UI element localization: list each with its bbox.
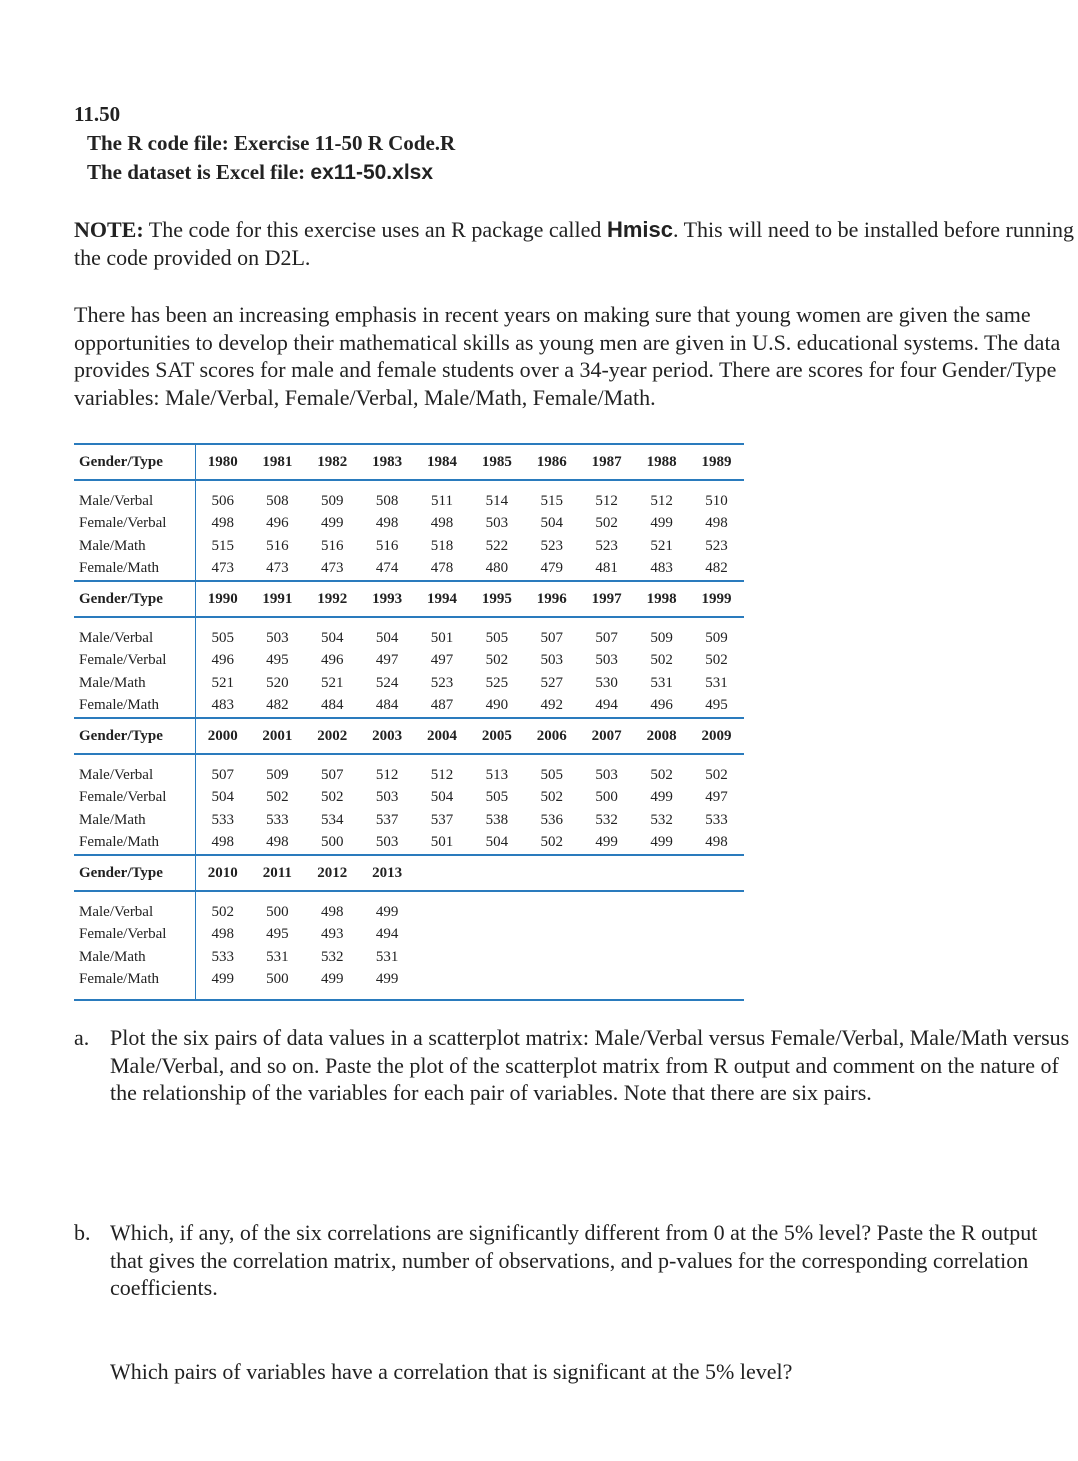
score-cell: 503	[595, 766, 618, 783]
score-cell	[415, 924, 470, 947]
score-cell: 497	[430, 652, 454, 669]
score-cell: 504	[211, 789, 234, 806]
table-row	[74, 627, 744, 650]
score-cell: 531	[375, 948, 399, 965]
score-cell: 499	[211, 971, 234, 988]
year-header: 2001	[250, 718, 305, 754]
score-cell: 502	[650, 766, 673, 783]
score-cell	[579, 901, 634, 924]
year-header: 2009	[689, 718, 744, 754]
row-label: Male/Verbal	[74, 901, 195, 924]
score-cell: 490	[485, 697, 509, 714]
score-cell: 502	[705, 766, 728, 783]
score-cell: 522	[485, 537, 509, 554]
score-cell: 509	[705, 629, 728, 646]
table-row	[74, 695, 744, 719]
score-cell: 516	[375, 537, 399, 554]
score-cell: 498	[211, 515, 234, 532]
question-a-label: a.	[74, 1025, 90, 1050]
score-cell: 512	[430, 766, 454, 783]
question-a-text: Plot the six pairs of data values in a scatterplot matrix: Male/Verbal versus Female/Verbal, Male/Math versus Male/Verbal, and so on. Paste the plot of the scatterplot matrix from R output and comment on the nature of the relationship of the variables for each pair of variables. Note that there are six pairs.	[110, 1025, 1070, 1105]
score-cell: 514	[485, 492, 509, 509]
row-label: Male/Math	[74, 535, 195, 558]
year-header: 2010	[195, 855, 250, 891]
row-label: Female/Math	[74, 695, 195, 719]
score-cell: 505	[485, 789, 509, 806]
year-header: 2000	[195, 718, 250, 754]
score-cell: 521	[211, 674, 234, 691]
score-cell: 494	[375, 926, 399, 943]
row-label: Male/Verbal	[74, 627, 195, 650]
table-row	[74, 672, 744, 695]
score-cell: 495	[705, 697, 728, 714]
score-cell: 505	[485, 629, 509, 646]
table-row	[74, 535, 744, 558]
table-row	[74, 764, 744, 787]
question-b-text: Which, if any, of the six correlations are significantly different from 0 at the 5% level? Paste the R output that gives the correlation matrix, number of observations, and p-values for the corresponding correlation coefficients.	[110, 1220, 1038, 1300]
row-label: Male/Math	[74, 946, 195, 969]
score-cell: 496	[266, 515, 289, 532]
score-cell: 473	[211, 560, 234, 577]
row-label: Female/Verbal	[74, 924, 195, 947]
score-cell	[524, 946, 579, 969]
year-header: 1997	[579, 581, 634, 617]
year-header: 1981	[250, 444, 305, 480]
row-label: Female/Verbal	[74, 650, 195, 673]
spacer-row	[74, 617, 744, 627]
score-cell: 502	[705, 652, 728, 669]
score-cell: 507	[595, 629, 618, 646]
year-header: 2005	[469, 718, 524, 754]
score-cell: 503	[375, 789, 399, 806]
score-cell: 474	[375, 560, 399, 577]
score-cell: 498	[320, 903, 344, 920]
score-cell: 498	[705, 834, 728, 851]
score-cell: 508	[375, 492, 399, 509]
note-text-before: The code for this exercise uses an R package called	[143, 217, 607, 242]
score-cell: 513	[485, 766, 509, 783]
spacer-row	[74, 754, 744, 764]
score-cell: 534	[320, 811, 344, 828]
score-cell: 509	[650, 629, 673, 646]
score-cell: 499	[320, 971, 344, 988]
score-cell: 533	[266, 811, 289, 828]
score-cell: 504	[320, 629, 344, 646]
score-cell: 515	[540, 492, 564, 509]
year-header: 1985	[469, 444, 524, 480]
exercise-number: 11.50	[74, 102, 121, 126]
table-header-row	[74, 581, 744, 617]
score-cell	[469, 901, 524, 924]
row-label: Female/Math	[74, 558, 195, 582]
score-cell	[689, 969, 744, 992]
score-cell: 504	[485, 834, 509, 851]
score-cell: 531	[266, 948, 289, 965]
score-cell: 492	[540, 697, 564, 714]
score-cell: 531	[705, 674, 728, 691]
score-cell	[415, 969, 470, 992]
year-header	[579, 855, 634, 891]
score-cell: 495	[266, 926, 289, 943]
score-cell: 500	[266, 971, 289, 988]
year-header: 1987	[579, 444, 634, 480]
score-cell: 496	[211, 652, 234, 669]
table-row	[74, 901, 744, 924]
dataset-prefix: The dataset is Excel file:	[87, 160, 311, 184]
table-row	[74, 490, 744, 513]
score-cell	[524, 969, 579, 992]
score-cell: 515	[211, 537, 234, 554]
score-cell: 536	[540, 811, 564, 828]
year-header: 1995	[469, 581, 524, 617]
year-header	[469, 855, 524, 891]
score-cell: 480	[485, 560, 509, 577]
note-text-after: . This will need to be installed before running the code provided on D2L.	[74, 217, 1074, 270]
score-cell: 512	[650, 492, 673, 509]
score-cell: 504	[430, 789, 454, 806]
score-cell: 487	[430, 697, 454, 714]
row-label: Male/Math	[74, 809, 195, 832]
year-header: 2008	[634, 718, 689, 754]
score-cell: 499	[650, 515, 673, 532]
year-header: 2007	[579, 718, 634, 754]
score-cell: 503	[540, 652, 564, 669]
row-label: Female/Math	[74, 832, 195, 856]
score-cell: 493	[320, 926, 344, 943]
table-row	[74, 809, 744, 832]
score-cell: 530	[595, 674, 618, 691]
sat-scores-table	[74, 443, 744, 1001]
row-label: Male/Verbal	[74, 764, 195, 787]
score-cell: 499	[375, 903, 399, 920]
intro-paragraph: There has been an increasing emphasis in recent years on making sure that young women are given the same opportunities to develop their mathematical skills as young men are given in U.S. educational systems. The data provides SAT scores for male and female students over a 34-year period. There are scores for four Gender/Type variables: Male/Verbal, Female/Verbal, Male/Math, Female/Math.	[74, 302, 1061, 410]
score-cell	[415, 946, 470, 969]
score-cell: 483	[211, 697, 234, 714]
year-header: 1984	[415, 444, 470, 480]
score-cell	[524, 924, 579, 947]
score-cell: 498	[211, 926, 234, 943]
score-cell: 495	[266, 652, 289, 669]
score-cell: 503	[375, 834, 399, 851]
score-cell: 509	[266, 766, 289, 783]
score-cell: 504	[375, 629, 399, 646]
header-label: Gender/Type	[74, 444, 195, 480]
score-cell: 538	[485, 811, 509, 828]
score-cell: 512	[595, 492, 618, 509]
year-header: 1983	[360, 444, 415, 480]
score-cell	[469, 924, 524, 947]
question-b-followup-text: Which pairs of variables have a correlation that is significant at the 5% level?	[110, 1359, 793, 1384]
score-cell: 502	[540, 789, 564, 806]
year-header: 2012	[305, 855, 360, 891]
row-label: Male/Math	[74, 672, 195, 695]
score-cell: 537	[430, 811, 454, 828]
score-cell: 533	[211, 948, 234, 965]
score-cell: 507	[211, 766, 234, 783]
header-label: Gender/Type	[74, 581, 195, 617]
year-header: 1991	[250, 581, 305, 617]
r-code-file-line: The R code file: Exercise 11-50 R Code.R	[87, 131, 456, 155]
score-cell: 503	[266, 629, 289, 646]
score-cell: 483	[650, 560, 673, 577]
score-cell: 507	[320, 766, 344, 783]
score-cell: 523	[595, 537, 618, 554]
year-header: 1980	[195, 444, 250, 480]
score-cell	[689, 924, 744, 947]
score-cell	[689, 901, 744, 924]
spacer-row	[74, 891, 744, 901]
score-cell: 500	[595, 789, 618, 806]
score-cell: 497	[705, 789, 728, 806]
year-header: 1990	[195, 581, 250, 617]
score-cell	[634, 946, 689, 969]
year-header: 1994	[415, 581, 470, 617]
score-cell: 481	[595, 560, 618, 577]
year-header: 1999	[689, 581, 744, 617]
score-cell	[579, 924, 634, 947]
score-cell: 532	[650, 811, 673, 828]
score-cell: 527	[540, 674, 564, 691]
score-cell: 521	[320, 674, 344, 691]
score-cell: 502	[266, 789, 289, 806]
score-cell	[469, 946, 524, 969]
score-cell: 503	[595, 652, 618, 669]
question-b-label: b.	[74, 1220, 91, 1245]
row-label: Female/Math	[74, 969, 195, 992]
year-header	[415, 855, 470, 891]
table-header-row	[74, 718, 744, 754]
score-cell: 508	[266, 492, 289, 509]
table-row	[74, 787, 744, 810]
score-cell: 505	[211, 629, 234, 646]
score-cell: 506	[211, 492, 234, 509]
score-cell: 484	[375, 697, 399, 714]
score-cell: 500	[266, 903, 289, 920]
score-cell	[579, 969, 634, 992]
score-cell: 507	[540, 629, 564, 646]
year-header: 2006	[524, 718, 579, 754]
question-b-followup	[74, 1358, 1074, 1386]
score-cell: 498	[430, 515, 454, 532]
score-cell	[579, 946, 634, 969]
year-header: 1998	[634, 581, 689, 617]
score-cell	[524, 901, 579, 924]
score-cell	[469, 969, 524, 992]
dataset-filename: ex11-50.xlsx	[310, 161, 434, 184]
year-header	[634, 855, 689, 891]
score-cell: 502	[595, 515, 618, 532]
score-cell: 498	[705, 515, 728, 532]
score-cell: 523	[705, 537, 728, 554]
score-cell: 521	[650, 537, 673, 554]
score-cell: 501	[430, 834, 454, 851]
score-cell: 531	[650, 674, 673, 691]
score-cell: 498	[211, 834, 234, 851]
score-cell: 537	[375, 811, 399, 828]
score-cell: 532	[595, 811, 618, 828]
score-cell: 503	[485, 515, 509, 532]
score-cell: 499	[650, 789, 673, 806]
score-cell: 482	[705, 560, 728, 577]
year-header: 1988	[634, 444, 689, 480]
dataset-line	[74, 158, 455, 187]
score-cell: 512	[375, 766, 399, 783]
score-cell: 502	[211, 903, 234, 920]
exercise-header	[74, 100, 455, 187]
row-label: Female/Verbal	[74, 513, 195, 536]
table-row	[74, 513, 744, 536]
score-cell	[415, 901, 470, 924]
header-label: Gender/Type	[74, 718, 195, 754]
score-cell: 502	[650, 652, 673, 669]
score-cell	[634, 901, 689, 924]
row-label: Male/Verbal	[74, 490, 195, 513]
year-header: 2011	[250, 855, 305, 891]
score-cell: 502	[540, 834, 564, 851]
score-cell: 497	[375, 652, 399, 669]
year-header: 2002	[305, 718, 360, 754]
score-cell: 498	[266, 834, 289, 851]
score-cell: 499	[595, 834, 618, 851]
table-row	[74, 969, 744, 992]
score-cell	[634, 969, 689, 992]
year-header: 1986	[524, 444, 579, 480]
year-header: 1992	[305, 581, 360, 617]
score-cell: 532	[320, 948, 344, 965]
score-cell: 499	[320, 515, 344, 532]
score-cell: 502	[485, 652, 509, 669]
question-b	[74, 1219, 1074, 1302]
score-cell: 501	[430, 629, 454, 646]
score-cell: 533	[705, 811, 728, 828]
score-cell: 473	[266, 560, 289, 577]
score-cell	[634, 924, 689, 947]
table-row	[74, 832, 744, 856]
score-cell: 516	[266, 537, 289, 554]
table-row	[74, 924, 744, 947]
score-cell: 533	[211, 811, 234, 828]
note-paragraph	[74, 216, 1074, 271]
score-cell: 523	[430, 674, 454, 691]
score-cell: 518	[430, 537, 454, 554]
year-header: 1989	[689, 444, 744, 480]
score-cell: 511	[431, 492, 453, 509]
table-row	[74, 558, 744, 582]
score-cell: 494	[595, 697, 618, 714]
header-label: Gender/Type	[74, 855, 195, 891]
score-cell: 502	[320, 789, 344, 806]
score-cell: 504	[540, 515, 564, 532]
score-cell: 479	[540, 560, 564, 577]
year-header	[689, 855, 744, 891]
table-row	[74, 650, 744, 673]
score-cell: 510	[705, 492, 728, 509]
score-cell: 505	[540, 766, 564, 783]
score-cell: 509	[320, 492, 344, 509]
score-cell: 523	[540, 537, 564, 554]
question-a	[74, 1024, 1074, 1107]
score-cell: 520	[266, 674, 289, 691]
score-cell: 516	[320, 537, 344, 554]
score-cell: 478	[430, 560, 454, 577]
score-cell: 499	[650, 834, 673, 851]
table-header-row	[74, 855, 744, 891]
score-cell: 499	[375, 971, 399, 988]
year-header: 2004	[415, 718, 470, 754]
score-cell: 496	[650, 697, 673, 714]
year-header: 1996	[524, 581, 579, 617]
score-cell: 500	[320, 834, 344, 851]
score-cell: 498	[375, 515, 399, 532]
score-cell: 524	[375, 674, 399, 691]
note-label: NOTE:	[74, 217, 144, 242]
year-header: 1982	[305, 444, 360, 480]
table-bottom-row	[74, 991, 744, 1000]
table-row	[74, 946, 744, 969]
year-header	[524, 855, 579, 891]
score-cell: 473	[320, 560, 344, 577]
score-cell: 525	[485, 674, 509, 691]
score-cell	[689, 946, 744, 969]
score-cell: 484	[320, 697, 344, 714]
score-cell: 496	[320, 652, 344, 669]
year-header: 2003	[360, 718, 415, 754]
year-header: 1993	[360, 581, 415, 617]
table-header-row	[74, 444, 744, 480]
row-label: Female/Verbal	[74, 787, 195, 810]
year-header: 2013	[360, 855, 415, 891]
score-cell: 482	[266, 697, 289, 714]
package-name: Hmisc	[606, 217, 673, 242]
spacer-row	[74, 480, 744, 490]
